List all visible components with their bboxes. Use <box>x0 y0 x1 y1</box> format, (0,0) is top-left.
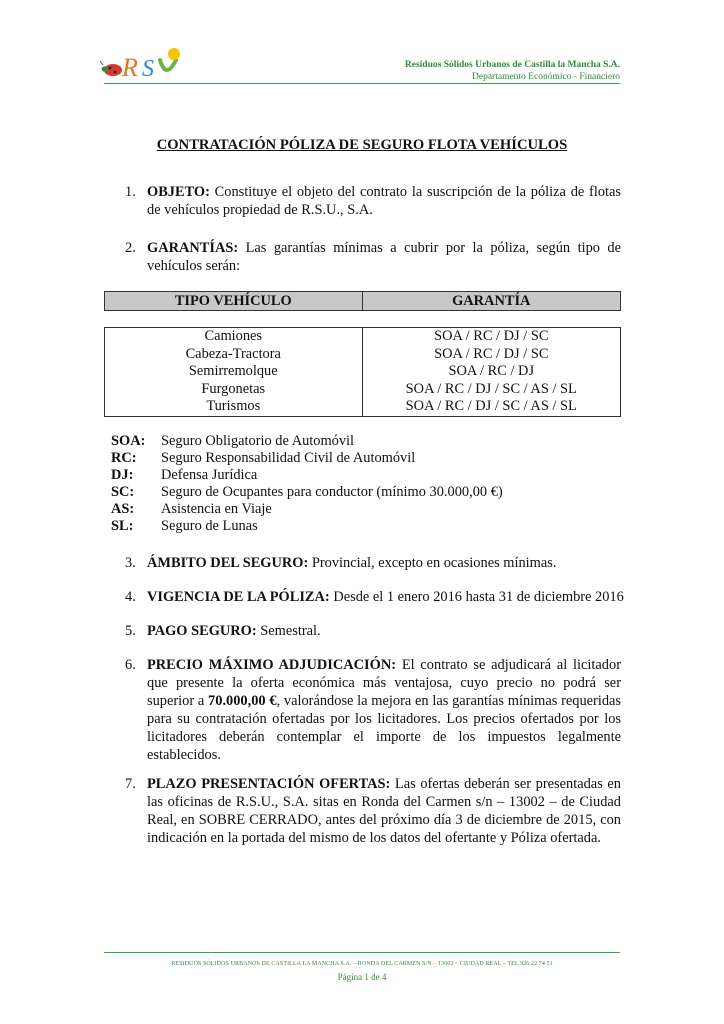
table-row <box>105 363 621 381</box>
table-spacer-row <box>105 311 621 328</box>
table-row <box>105 381 621 399</box>
section-label: PAGO SEGURO: <box>147 623 257 639</box>
legend-desc: Seguro Obligatorio de Automóvil <box>161 433 355 449</box>
header-block <box>405 59 620 83</box>
guarantee-cell: SOA / RC / DJ <box>362 363 620 381</box>
legend-desc: Asistencia en Viaje <box>161 501 272 517</box>
guarantee-cell: SOA / RC / DJ / SC <box>362 328 620 346</box>
legend-desc: Seguro de Lunas <box>161 518 258 534</box>
header-company: Residuos Sólidos Urbanos de Castilla la Mancha S.A. <box>404 60 620 70</box>
section-number: 5. <box>125 623 136 639</box>
section-label: PLAZO PRESENTACIÓN OFERTAS: <box>147 776 391 792</box>
svg-text:R: R <box>122 53 138 82</box>
vehicle-type-cell: Camiones <box>105 328 363 346</box>
svg-text:S: S <box>142 56 154 82</box>
section-number: 6. <box>125 657 136 673</box>
section-text: Desde el 1 enero 2016 hasta 31 de diciembre 2016 <box>329 589 624 605</box>
legend-abbr: AS: <box>111 501 135 517</box>
legend-abbr: DJ: <box>111 467 134 483</box>
section-label: ÁMBITO DEL SEGURO: <box>147 555 309 571</box>
header-department: Departamento Económico - Financiero <box>472 72 620 82</box>
section-number: 7. <box>125 776 136 792</box>
section-text: Semestral. <box>256 623 321 639</box>
guarantee-cell: SOA / RC / DJ / SC / AS / SL <box>362 381 620 399</box>
table-row <box>105 398 621 416</box>
footer-address: RESIDUOS SÓLIDOS URBANOS DE CASTILLA LA MANCHA S.A. – RONDA DEL CARMEN S/N – 13002 – CIUDAD REAL – TEL 926 22 74 51 <box>171 961 553 967</box>
legend-desc: Seguro de Ocupantes para conductor (mínimo 30.000,00 €) <box>161 484 503 500</box>
section-label: OBJETO: <box>147 184 210 200</box>
section-text: Provincial, excepto en ocasiones mínimas. <box>308 555 557 571</box>
legend-abbr: SC: <box>111 484 135 500</box>
legend-abbr: SL: <box>111 518 134 534</box>
vehicle-type-cell: Cabeza-Tractora <box>105 346 363 364</box>
footer-divider <box>104 952 620 953</box>
header-divider <box>104 83 620 84</box>
table-header-row <box>105 292 621 311</box>
vehicle-type-cell: Semirremolque <box>105 363 363 381</box>
section-text: , valorándose la mejora en las garantías mínimas requeridas para su contratación ofertadas por los licitadores. Los precios ofertados por los licitadores deberán contemplar el importe de los impuestos legalmente establecidos. <box>147 693 621 763</box>
section-label: GARANTÍAS: <box>147 240 239 256</box>
section-label: VIGENCIA DE LA PÓLIZA: <box>147 589 330 605</box>
section-text: Las ofertas deberán ser presentadas en las oficinas de R.S.U., S.A. sitas en Ronda del Carmen s/n – 13002 – de Ciudad Real, en SOBRE CERRADO, antes del próximo día 3 de diciembre de 2015, con indicación en la portada del mismo de los datos del ofertante y Póliza ofertada. <box>147 776 622 846</box>
guarantee-cell: SOA / RC / DJ / SC <box>362 346 620 364</box>
max-price-amount: 70.000,00 € <box>208 693 277 709</box>
table-row <box>105 346 621 364</box>
section-text: Constituye el objeto del contrato la suscripción de la póliza de flotas de vehículos propiedad de R.S.U., S.A. <box>147 184 621 218</box>
section-text: Las garantías mínimas a cubrir por la póliza, según tipo de vehículos serán: <box>147 240 621 274</box>
section-label: PRECIO MÁXIMO ADJUDICACIÓN: <box>147 657 397 673</box>
document-title: CONTRATACIÓN PÓLIZA DE SEGURO FLOTA VEHÍCULOS <box>156 137 568 153</box>
section-number: 4. <box>125 589 136 605</box>
guarantee-cell: SOA / RC / DJ / SC / AS / SL <box>362 398 620 416</box>
table-row <box>105 328 621 346</box>
section-number: 1. <box>125 184 136 200</box>
column-header-vehicle: TIPO VEHÍCULO <box>105 292 363 311</box>
vehicle-guarantee-table <box>104 291 621 417</box>
legend-abbr: RC: <box>111 450 137 466</box>
column-header-guarantee: GARANTÍA <box>362 292 620 311</box>
vehicle-type-cell: Furgonetas <box>105 381 363 399</box>
rsu-logo <box>100 46 190 82</box>
legend-desc: Seguro Responsabilidad Civil de Automóvil <box>161 450 416 466</box>
section-number: 3. <box>125 555 136 571</box>
legend-desc: Defensa Jurídica <box>161 467 258 483</box>
legend-abbr: SOA: <box>111 433 146 449</box>
page-number: Página 1 de 4 <box>337 972 387 982</box>
section-text: El contrato se adjudicará al licitador que presente la oferta económica más ventajosa, cuyo precio no podrá ser superior a <box>147 657 621 709</box>
vehicle-type-cell: Turismos <box>105 398 363 416</box>
section-number: 2. <box>125 240 136 256</box>
